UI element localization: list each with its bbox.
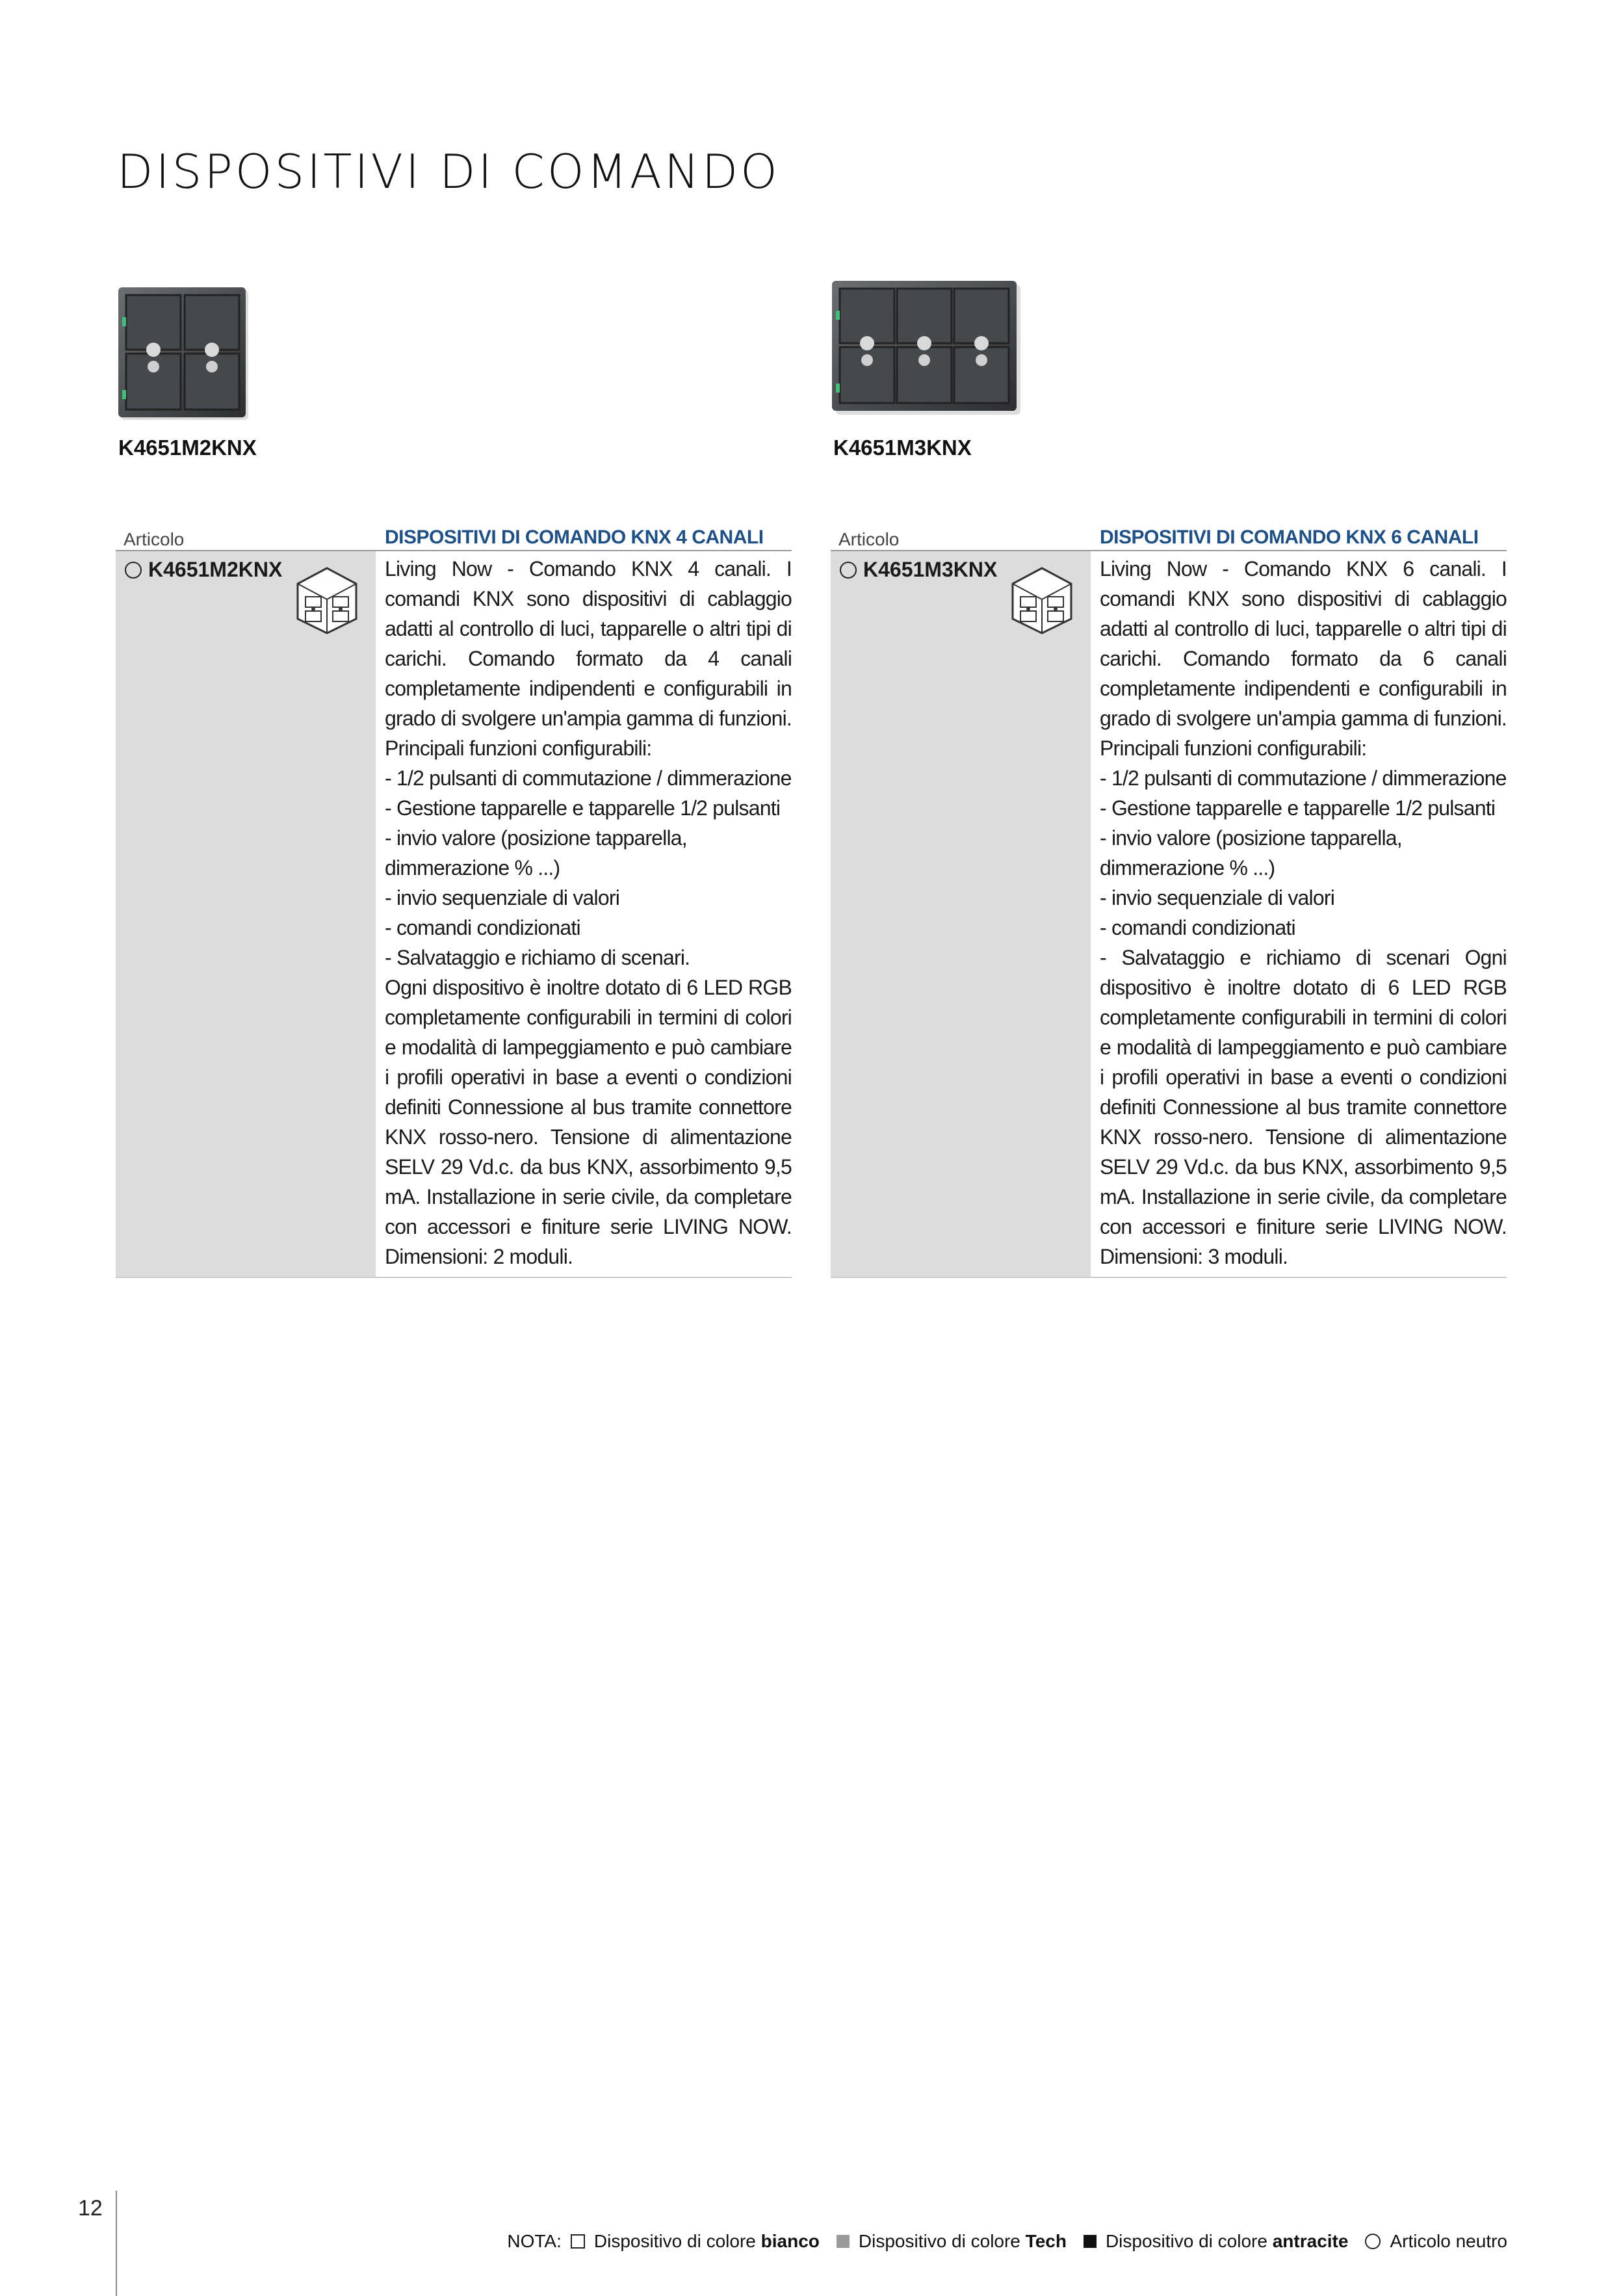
legend-anth-prefix: Dispositivo di colore <box>1105 2231 1267 2251</box>
page-number: 12 <box>78 2196 103 2221</box>
article-row <box>116 551 792 1278</box>
product-code-2: K4651M3KNX <box>833 436 972 460</box>
neutral-article-icon <box>125 562 142 579</box>
article-header-label: Articolo <box>838 529 900 549</box>
desc-line: - 1/2 pulsanti di commutazione / dimmerazione <box>385 766 792 790</box>
article-code-text: K4651M3KNX <box>863 558 998 581</box>
margin-line <box>116 2191 117 2296</box>
article-header-title: DISPOSITIVI DI COMANDO KNX 6 CANALI <box>1100 527 1479 548</box>
product-code-1: K4651M2KNX <box>118 436 257 460</box>
article-description <box>376 551 792 1277</box>
desc-line: - comandi condizionati <box>385 916 580 939</box>
desc-line: - invio valore (posizione tapparella, dimmerazione % ...) <box>1100 826 1402 880</box>
legend-anth-bold: antracite <box>1272 2231 1349 2251</box>
desc-line: Ogni dispositivo è inoltre dotato di 6 LED RGB completamente configurabili in termini di colori e modalità di lampeggiamento e può cambiare i profili operativi in base a eventi o condizioni definiti Connessione al bus tramite connettore KNX rosso-nero. Tensione di alimentazione SELV 29 Vd.c. da bus KNX, assorbimento 9,5 mA. Installazione in serie civile, da completare con accessori e finiture serie LIVING NOW. Dimensioni: 2 moduli. <box>385 976 792 1268</box>
legend-white-prefix: Dispositivo di colore <box>593 2231 756 2251</box>
article-header-label: Articolo <box>123 529 185 549</box>
circle-icon <box>1365 2234 1381 2249</box>
footer-nota-label: NOTA: <box>507 2231 562 2251</box>
article-description <box>1091 551 1507 1277</box>
legend-tech-bold: Tech <box>1025 2231 1067 2251</box>
legend-tech <box>859 2231 1067 2252</box>
desc-line: Living Now - Comando KNX 6 canali. I comandi KNX sono dispositivi di cablaggio adatti al controllo di luci, tapparelle o altri tipi di carichi. Comando formato da 6 canali completamente indipendenti e configurabili in grado di svolgere un'ampia gamma di funzioni. Principali funzioni configurabili: <box>1100 557 1507 760</box>
article-row <box>831 551 1507 1278</box>
desc-line: Living Now - Comando KNX 4 canali. I comandi KNX sono dispositivi di cablaggio adatti al controllo di luci, tapparelle o altri tipi di carichi. Comando formato da 4 canali completamente indipendenti e configurabili in grado di svolgere un'ampia gamma di funzioni. Principali funzioni configurabili: <box>385 557 792 760</box>
legend-tech-prefix: Dispositivo di colore <box>858 2231 1020 2251</box>
article-code <box>840 558 997 582</box>
desc-line: - 1/2 pulsanti di commutazione / dimmerazione <box>1100 766 1507 790</box>
desc-line: - invio sequenziale di valori <box>1100 886 1335 909</box>
legend-neutral: Articolo neutro <box>1390 2231 1507 2251</box>
desc-line: - Gestione tapparelle e tapparelle 1/2 pulsanti <box>1100 796 1496 820</box>
desc-line: - Gestione tapparelle e tapparelle 1/2 pulsanti <box>385 796 781 820</box>
legend-white <box>594 2231 820 2252</box>
article-code-cell <box>831 551 1091 1277</box>
black-square-icon <box>1084 2235 1097 2248</box>
legend-white-bold: bianco <box>760 2231 820 2251</box>
desc-line: - comandi condizionati <box>1100 916 1295 939</box>
page-title: DISPOSITIVI DI COMANDO <box>117 144 780 199</box>
white-square-icon <box>571 2234 585 2249</box>
article-header <box>116 525 792 551</box>
knx-module-diagram-icon <box>291 564 363 636</box>
article-code <box>125 558 282 582</box>
legend-anth <box>1106 2231 1349 2252</box>
article-block-1 <box>116 525 792 1278</box>
article-code-cell <box>116 551 376 1277</box>
footer-legend <box>507 2231 1507 2252</box>
article-block-2 <box>831 525 1507 1278</box>
desc-line: - invio sequenziale di valori <box>385 886 620 909</box>
desc-line: - Salvataggio e richiamo di scenari. <box>385 946 690 969</box>
knx-3-module-device-photo <box>831 280 1026 419</box>
neutral-article-icon <box>840 562 857 579</box>
knx-module-diagram-icon <box>1006 564 1078 636</box>
desc-line: - Salvataggio e richiamo di scenari Ogni dispositivo è inoltre dotato di 6 LED RGB completamente configurabili in termini di colori e modalità di lampeggiamento e può cambiare i profili operativi in base a eventi o condizioni definiti Connessione al bus tramite connettore KNX rosso-nero. Tensione di alimentazione SELV 29 Vd.c. da bus KNX, assorbimento 9,5 mA. Installazione in serie civile, da completare con accessori e finiture serie LIVING NOW. Dimensioni: 3 moduli. <box>1100 946 1507 1268</box>
article-code-text: K4651M2KNX <box>148 558 283 581</box>
article-header-title: DISPOSITIVI DI COMANDO KNX 4 CANALI <box>385 527 764 548</box>
grey-square-icon <box>837 2235 850 2248</box>
article-header <box>831 525 1507 551</box>
knx-2-module-device-photo <box>117 286 253 426</box>
desc-line: - invio valore (posizione tapparella, dimmerazione % ...) <box>385 826 687 880</box>
